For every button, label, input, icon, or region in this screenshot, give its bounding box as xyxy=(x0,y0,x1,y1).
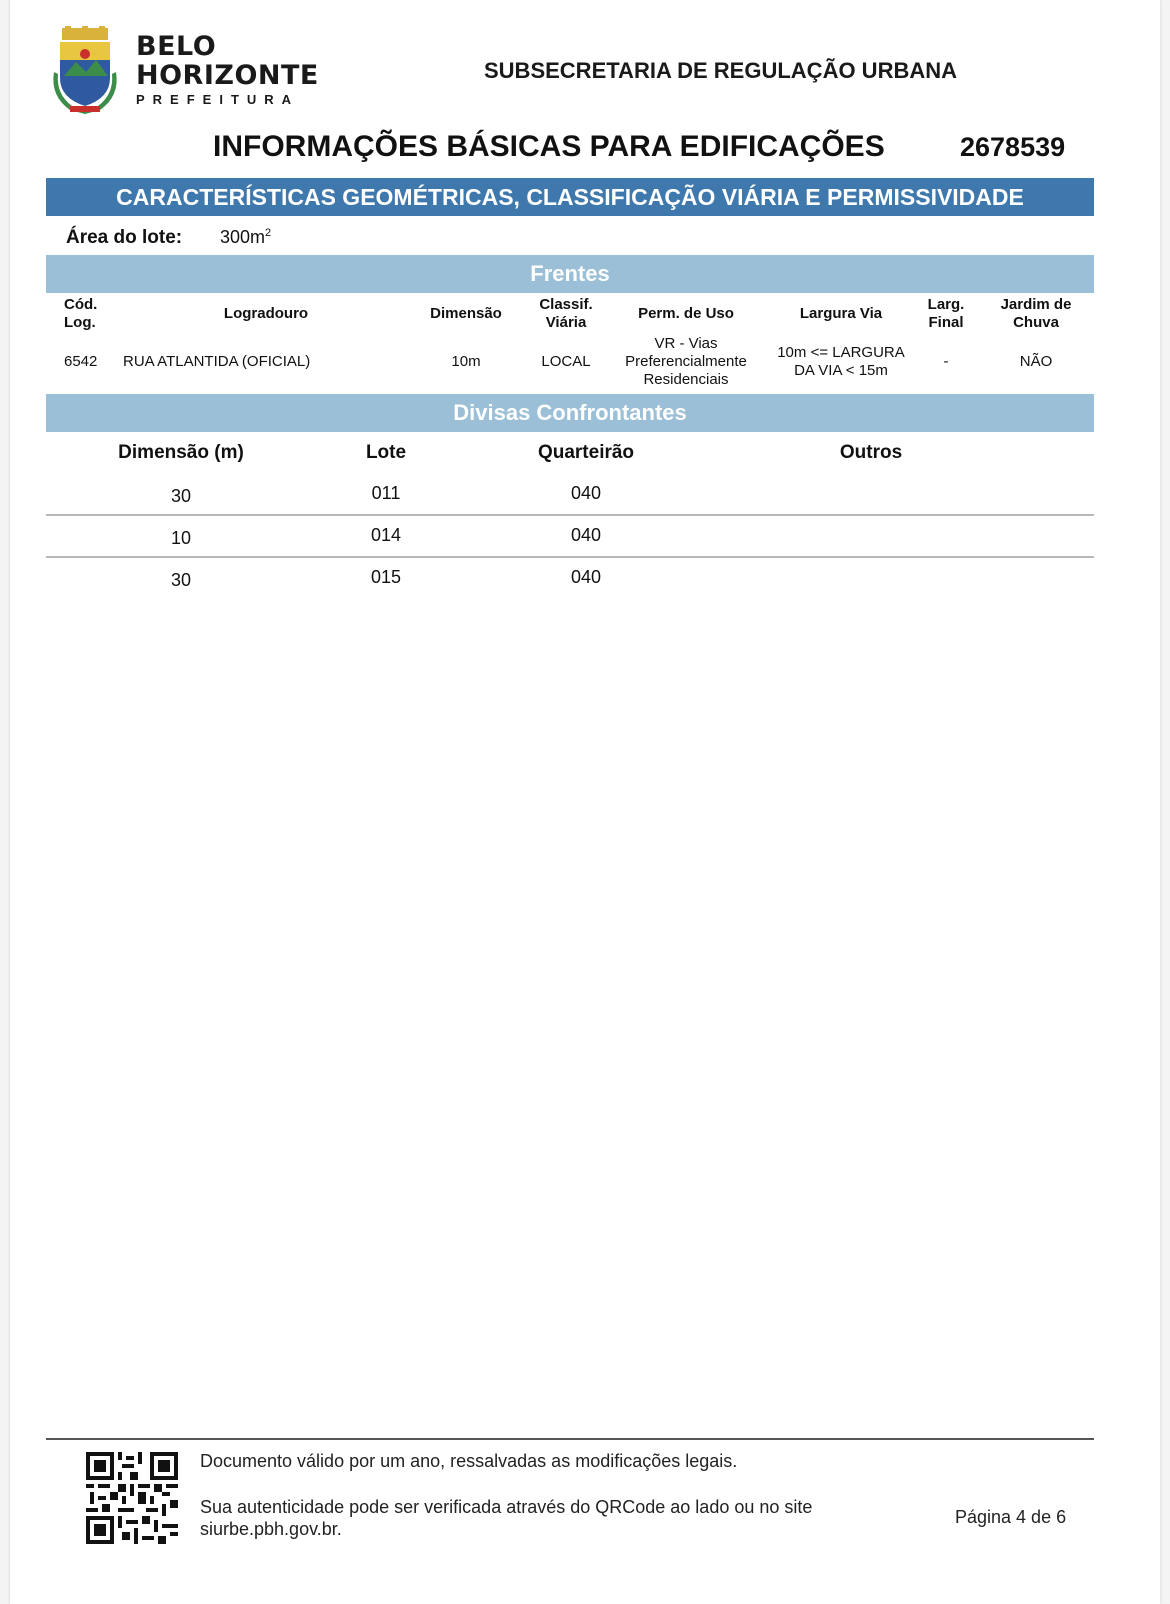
document-page xyxy=(10,0,1160,1604)
section-title-band: CARACTERÍSTICAS GEOMÉTRICAS, CLASSIFICAÇÃO VIÁRIA E PERMISSIVIDADE xyxy=(46,178,1094,216)
table-row xyxy=(46,515,1094,555)
coat-of-arms-icon xyxy=(50,26,120,114)
header-quarteirao: Quarteirão xyxy=(537,442,635,463)
header-perm-uso: Perm. de Uso xyxy=(638,305,734,322)
logo-line-prefeitura: PREFEITURA xyxy=(136,92,300,107)
cell-dimensao: 10m xyxy=(451,353,481,370)
frentes-header-row xyxy=(46,294,1094,334)
divisas-band: Divisas Confrontantes xyxy=(46,394,1094,432)
divisas-header-row xyxy=(46,436,1094,470)
validity-note: Documento válido por um ano, ressalvadas as modificações legais. xyxy=(200,1451,738,1471)
cell-lote: 011 xyxy=(371,483,401,503)
cell-largura-via: 10m <= LARGURA DA VIA < 15m xyxy=(777,344,905,379)
header-largura-via: Largura Via xyxy=(799,305,883,322)
header-dimensao: Dimensão xyxy=(430,305,502,322)
cell-outros xyxy=(816,515,926,555)
page-number: Página 4 de 6 xyxy=(955,1507,1067,1527)
subsecretaria-title: SUBSECRETARIA DE REGULAÇÃO URBANA xyxy=(484,58,958,83)
header-lote: Lote xyxy=(365,442,407,463)
cell-classif-viaria: LOCAL xyxy=(541,353,591,370)
header-larg-final: Larg. Final xyxy=(927,296,965,331)
prefeitura-logo xyxy=(50,26,350,116)
cell-dimensao: 30 xyxy=(170,486,192,506)
area-number: 300m xyxy=(220,227,266,247)
area-unit-superscript: 2 xyxy=(265,227,272,239)
table-row xyxy=(46,557,1094,597)
cell-outros xyxy=(816,473,926,513)
area-label: Área do lote: xyxy=(66,227,183,248)
authenticity-note: Sua autenticidade pode ser verificada através do QRCode ao lado ou no site siurbe.pbh.gov.br. xyxy=(200,1497,813,1539)
header-jardim-chuva: Jardim de Chuva xyxy=(1000,296,1072,331)
cell-dimensao: 30 xyxy=(170,570,192,590)
cell-cod-log: 6542 xyxy=(64,353,98,370)
cell-logradouro: RUA ATLANTIDA (OFICIAL) xyxy=(123,353,311,370)
cell-quarteirao: 040 xyxy=(570,525,602,545)
header-classif-viaria: Classif. Viária xyxy=(539,296,593,331)
footer-divider xyxy=(46,1438,1094,1440)
logo-line-belo: BELO xyxy=(136,31,217,62)
cell-lote: 015 xyxy=(370,567,402,587)
logo-line-horizonte: HORIZONTE xyxy=(136,60,319,91)
cell-dimensao: 10 xyxy=(170,528,192,548)
cell-lote: 014 xyxy=(370,525,402,545)
cell-larg-final: - xyxy=(943,353,949,370)
cell-jardim-chuva: NÃO xyxy=(1019,353,1053,370)
cell-quarteirao: 040 xyxy=(570,567,602,587)
header-outros: Outros xyxy=(839,442,903,463)
frentes-table xyxy=(46,294,1094,390)
cell-quarteirao: 040 xyxy=(570,483,602,503)
frentes-band: Frentes xyxy=(46,255,1094,293)
header-logradouro: Logradouro xyxy=(223,305,309,322)
table-row xyxy=(46,473,1094,513)
header-dimensao-m: Dimensão (m) xyxy=(118,442,244,463)
cell-perm-uso: VR - Vias Preferencialmente Residenciais xyxy=(625,335,747,388)
header-cod-log: Cód. Log. xyxy=(64,296,98,331)
document-title: INFORMAÇÕES BÁSICAS PARA EDIFICAÇÕES xyxy=(213,130,885,163)
cell-outros xyxy=(816,557,926,597)
document-number: 2678539 xyxy=(960,132,1066,162)
qr-code-icon[interactable] xyxy=(86,1452,178,1544)
table-row xyxy=(46,334,1094,390)
area-value xyxy=(220,227,271,248)
